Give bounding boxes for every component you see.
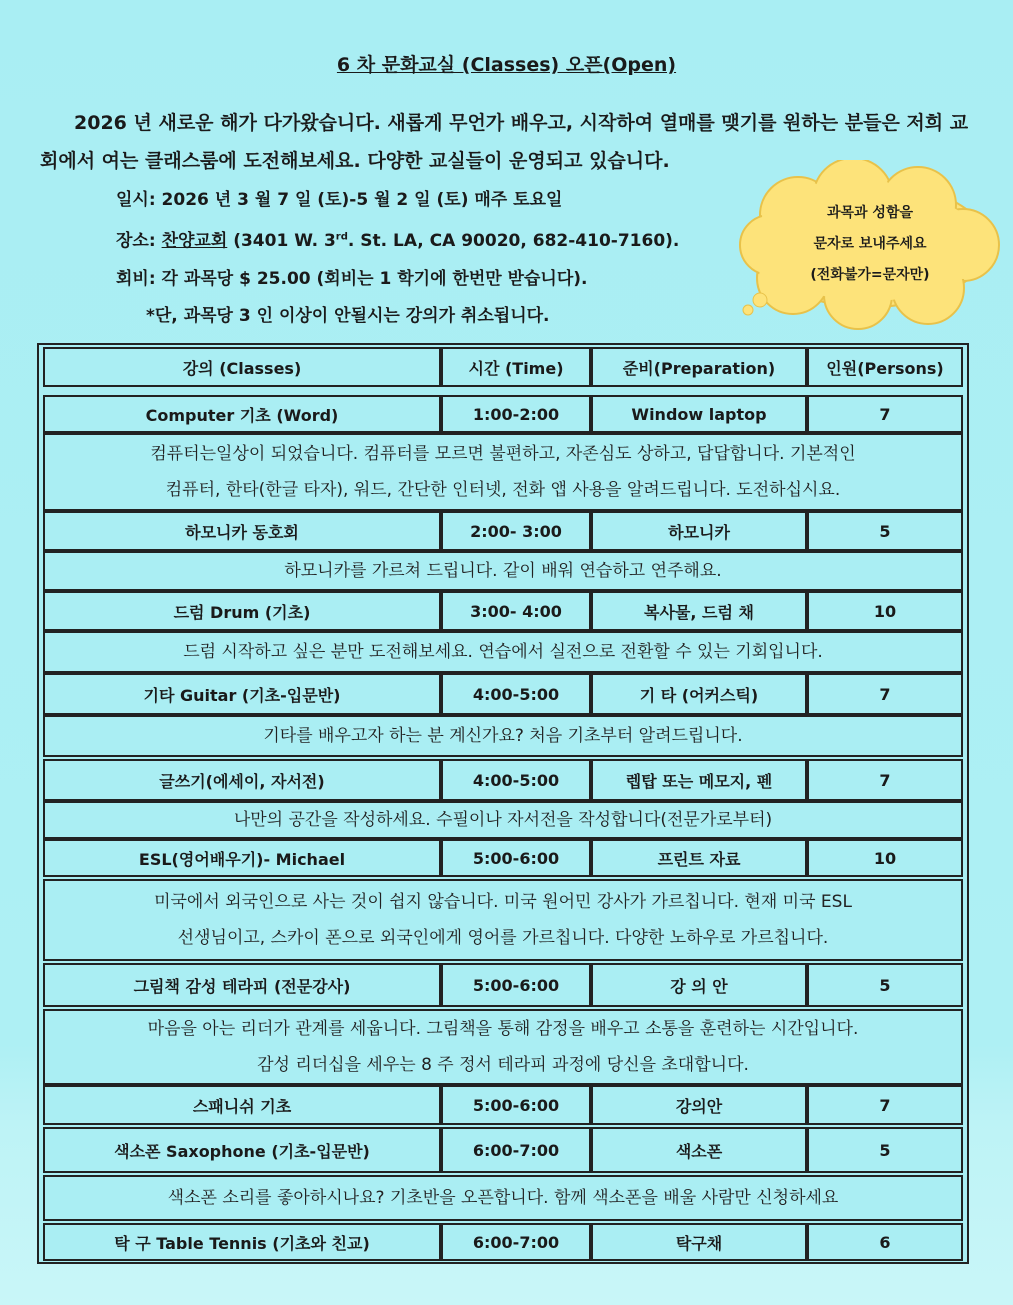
- class-preparation: 색소폰: [591, 1127, 807, 1173]
- class-time: 2:00- 3:00: [441, 511, 591, 551]
- cloud-message: [760, 198, 980, 291]
- description-line: 컴퓨터, 한타(한글 타자), 워드, 간단한 인터넷, 전화 앱 사용을 알려드립니다. 도전하십시요.: [165, 480, 841, 500]
- class-persons: 7: [807, 395, 963, 433]
- class-description: [43, 1009, 963, 1085]
- intro-paragraph: 2026 년 새로운 해가 다가왔습니다. 새롭게 무언가 배우고, 시작하여 열매를 맺기를 원하는 분들은 저희 교회에서 여는 클래스룸에 도전해보세요. 다양한 교실들이 운영되고 있습니다.: [40, 112, 969, 172]
- fee-info: 회비: 각 과목당 $ 25.00 (회비는 1 학기에 한번만 받습니다).: [116, 269, 588, 289]
- class-preparation: 프린트 자료: [591, 839, 807, 877]
- description-line: 나만의 공간을 작성하세요. 수필이나 자서전을 작성합니다(전문가로부터): [43, 801, 963, 839]
- class-persons: 10: [807, 591, 963, 631]
- description-line: 선생님이고, 스카이 폰으로 외국인에게 영어를 가르칩니다. 다양한 노하우로 가르칩니다.: [177, 928, 829, 948]
- table-row: [43, 1127, 963, 1173]
- class-preparation: 강의안: [591, 1085, 807, 1125]
- description-line: 하모니카를 가르쳐 드립니다. 같이 배워 연습하고 연주해요.: [43, 551, 963, 591]
- location-label: 장소:: [116, 231, 156, 251]
- class-name: 기타 Guitar (기초-입문반): [43, 673, 441, 715]
- location-info: [116, 226, 679, 251]
- address-sup: rd: [335, 231, 348, 243]
- description-line: 기타를 배우고자 하는 분 계신가요? 처음 기초부터 알려드립니다.: [43, 715, 963, 757]
- cloud-line: 문자로 보내주세요: [813, 236, 927, 252]
- class-name: 탁 구 Table Tennis (기초와 친교): [43, 1223, 441, 1261]
- header-preparation: 준비(Preparation): [591, 347, 807, 387]
- class-description: [43, 631, 963, 673]
- class-name: 색소폰 Saxophone (기초-입문반): [43, 1127, 441, 1173]
- description-line: 마음을 아는 리더가 관계를 세웁니다. 그림책을 통해 감정을 배우고 소통을 훈련하는 시간입니다.: [147, 1019, 859, 1039]
- table-row: [43, 673, 963, 715]
- address-start: (3401 W. 3: [233, 231, 336, 251]
- header-time: 시간 (Time): [441, 347, 591, 387]
- class-table: [37, 343, 969, 1264]
- description-line: 미국에서 외국인으로 사는 것이 쉽지 않습니다. 미국 원어민 강사가 가르칩니다. 현재 미국 ESL: [154, 892, 852, 912]
- table-row: [43, 1085, 963, 1125]
- description-line: 감성 리더십을 세우는 8 주 정서 테라피 과정에 당신을 초대합니다.: [257, 1055, 749, 1075]
- class-description: [43, 879, 963, 961]
- address-end: . St. LA, CA 90020, 682-410-7160).: [347, 231, 680, 251]
- class-persons: 7: [807, 1085, 963, 1125]
- table-row: [43, 511, 963, 551]
- table-row: [43, 759, 963, 801]
- table-header-row: [43, 347, 963, 387]
- class-persons: 7: [807, 673, 963, 715]
- class-preparation: 강 의 안: [591, 963, 807, 1007]
- class-name: Computer 기초 (Word): [43, 395, 441, 433]
- class-preparation: 하모니카: [591, 511, 807, 551]
- class-time: 5:00-6:00: [441, 963, 591, 1007]
- class-persons: 5: [807, 963, 963, 1007]
- class-description: [43, 551, 963, 591]
- class-preparation: 기 타 (어커스틱): [591, 673, 807, 715]
- schedule-info: 일시: 2026 년 3 월 7 일 (토)-5 월 2 일 (토) 매주 토요일: [116, 190, 563, 210]
- class-time: 5:00-6:00: [441, 1085, 591, 1125]
- class-description: [43, 801, 963, 839]
- description-line: 컴퓨터는일상이 되었습니다. 컴퓨터를 모르면 불편하고, 자존심도 상하고, 답답합니다. 기본적인: [150, 444, 856, 464]
- table-row: [43, 963, 963, 1007]
- class-preparation: 렙탑 또는 메모지, 펜: [591, 759, 807, 801]
- table-row: [43, 839, 963, 877]
- class-description: [43, 1175, 963, 1221]
- class-persons: 5: [807, 511, 963, 551]
- class-name: 드럼 Drum (기초): [43, 591, 441, 631]
- cloud-line: 과목과 성함을: [826, 205, 914, 221]
- class-time: 4:00-5:00: [441, 673, 591, 715]
- class-name: 스패니쉬 기초: [43, 1085, 441, 1125]
- table-row: [43, 395, 963, 433]
- table-row: [43, 1223, 963, 1261]
- header-persons: 인원(Persons): [807, 347, 963, 387]
- class-description: [43, 433, 963, 511]
- class-name: ESL(영어배우기)- Michael: [43, 839, 441, 877]
- description-line: 색소폰 소리를 좋아하시나요? 기초반을 오픈합니다. 함께 색소폰을 배울 사람만 신청하세요: [43, 1175, 963, 1221]
- class-preparation: 탁구채: [591, 1223, 807, 1261]
- class-persons: 10: [807, 839, 963, 877]
- cancel-note: *단, 과목당 3 인 이상이 안될시는 강의가 취소됩니다.: [146, 306, 550, 326]
- class-persons: 5: [807, 1127, 963, 1173]
- class-time: 4:00-5:00: [441, 759, 591, 801]
- page-title: 6 차 문화교실 (Classes) 오픈(Open): [336, 54, 677, 76]
- header-classes: 강의 (Classes): [43, 347, 441, 387]
- class-persons: 6: [807, 1223, 963, 1261]
- church-name: 찬양교회: [161, 231, 228, 251]
- class-name: 글쓰기(에세이, 자서전): [43, 759, 441, 801]
- table-row: [43, 591, 963, 631]
- class-name: 하모니카 동호회: [43, 511, 441, 551]
- class-persons: 7: [807, 759, 963, 801]
- class-description: [43, 715, 963, 757]
- class-time: 5:00-6:00: [441, 839, 591, 877]
- class-time: 3:00- 4:00: [441, 591, 591, 631]
- class-preparation: 복사물, 드럼 채: [591, 591, 807, 631]
- cloud-line: (전화불가=문자만): [810, 267, 930, 283]
- class-name: 그림책 감성 테라피 (전문강사): [43, 963, 441, 1007]
- class-preparation: Window laptop: [591, 395, 807, 433]
- class-time: 6:00-7:00: [441, 1223, 591, 1261]
- class-time: 1:00-2:00: [441, 395, 591, 433]
- class-time: 6:00-7:00: [441, 1127, 591, 1173]
- description-line: 드럼 시작하고 싶은 분만 도전해보세요. 연습에서 실전으로 전환할 수 있는 기회입니다.: [43, 631, 963, 673]
